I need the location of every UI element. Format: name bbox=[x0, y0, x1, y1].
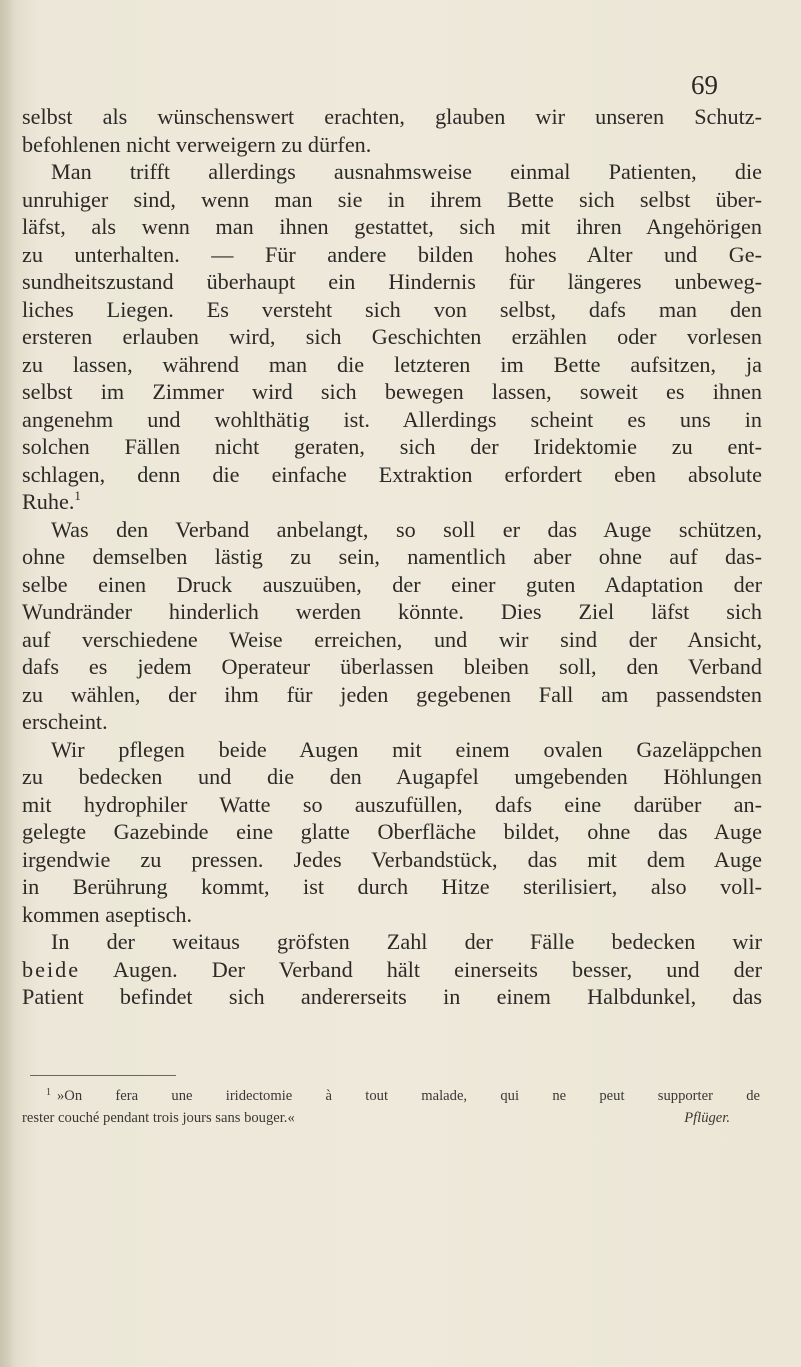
text-line: angenehm und wohlthätig ist. Allerdings scheint es uns in bbox=[22, 406, 762, 432]
text-line: läfst, als wenn man ihnen gestattet, sich mit ihren Angehörigen bbox=[22, 214, 762, 239]
page-number: 69 bbox=[691, 70, 718, 100]
paragraph-1 bbox=[22, 103, 762, 158]
text-line: unruhiger sind, wenn man sie in ihrem Bette sich selbst über- bbox=[22, 186, 762, 212]
text-line: Wundränder hinderlich werden könnte. Dies Ziel läfst sich bbox=[22, 599, 762, 624]
text-fragment: Augen. Der Verband hält einerseits besser, und der bbox=[112, 956, 762, 982]
body-text bbox=[22, 103, 762, 1011]
text-line: ohne demselben lästig zu sein, namentlich aber ohne auf das- bbox=[22, 544, 762, 569]
text-line: solchen Fällen nicht geraten, sich der Iridektomie zu ent- bbox=[22, 434, 762, 459]
text-line: liches Liegen. Es versteht sich von selbst, dafs man den bbox=[22, 296, 762, 322]
footnote-divider bbox=[30, 1075, 176, 1076]
text-line: In der weitaus gröfsten Zahl der Fälle bedecken wir bbox=[51, 929, 762, 954]
paragraph-2 bbox=[22, 158, 762, 516]
footnote-author: Pflüger. bbox=[684, 1110, 730, 1126]
text-line: zu lassen, während man die letzteren im Bette aufsitzen, ja bbox=[22, 351, 762, 377]
text-line: in Berührung kommt, ist durch Hitze sterilisiert, also voll- bbox=[22, 874, 762, 899]
footnote-mark: 1 bbox=[46, 1087, 51, 1098]
text-line: schlagen, denn die einfache Extraktion erfordert eben absolute bbox=[22, 461, 762, 487]
text-line: auf verschiedene Weise erreichen, und wir sind der Ansicht, bbox=[22, 626, 762, 652]
text-line: erscheint. bbox=[22, 709, 108, 734]
text-fragment: Ruhe. bbox=[22, 489, 75, 514]
text-line: selbst als wünschenswert erachten, glauben wir unseren Schutz- bbox=[22, 104, 762, 129]
emphasized-word: beide bbox=[22, 956, 81, 982]
text-line: sundheitszustand überhaupt ein Hindernis für längeres unbeweg- bbox=[22, 269, 762, 294]
paragraph-4 bbox=[22, 736, 762, 929]
text-line: Wir pflegen beide Augen mit einem ovalen Gazeläppchen bbox=[51, 736, 762, 762]
text-line bbox=[22, 956, 762, 984]
text-line: dafs es jedem Operateur überlassen bleiben soll, den Verband bbox=[22, 654, 762, 679]
text-line: Man trifft allerdings ausnahmsweise einmal Patienten, die bbox=[51, 159, 762, 184]
footnote-line bbox=[22, 1082, 760, 1107]
footnote-line bbox=[22, 1107, 760, 1129]
text-line: irgendwie zu pressen. Jedes Verbandstück, das mit dem Auge bbox=[22, 846, 762, 872]
paragraph-5 bbox=[22, 928, 762, 1011]
text-line: selbe einen Druck auszuüben, der einer guten Adaptation der bbox=[22, 571, 762, 597]
binding-shadow bbox=[0, 0, 14, 1367]
text-line bbox=[22, 488, 762, 516]
text-line: ersteren erlauben wird, sich Geschichten erzählen oder vorlesen bbox=[22, 324, 762, 349]
text-line: zu bedecken und die den Augapfel umgebenden Höhlungen bbox=[22, 764, 762, 789]
text-line: zu unterhalten. — Für andere bilden hohes Alter und Ge- bbox=[22, 241, 762, 267]
text-fragment: »On fera une iridectomie à tout malade, qui ne peut supporter de bbox=[57, 1088, 760, 1104]
text-line: befohlenen nicht verweigern zu dürfen. bbox=[22, 131, 372, 157]
text-line: mit hydrophiler Watte so auszufüllen, dafs eine darüber an- bbox=[22, 791, 762, 817]
footnote bbox=[22, 1082, 760, 1129]
footnote-reference[interactable]: 1 bbox=[74, 488, 81, 503]
text-line: selbst im Zimmer wird sich bewegen lassen, soweit es ihnen bbox=[22, 379, 762, 404]
text-line: gelegte Gazebinde eine glatte Oberfläche bildet, ohne das Auge bbox=[22, 819, 762, 844]
text-line: Was den Verband anbelangt, so soll er das Auge schützen, bbox=[51, 516, 762, 542]
text-line: zu wählen, der ihm für jeden gegebenen Fall am passendsten bbox=[22, 681, 762, 707]
text-line: kommen aseptisch. bbox=[22, 901, 193, 927]
paragraph-3 bbox=[22, 516, 762, 736]
text-line: Patient befindet sich andererseits in einem Halbdunkel, das bbox=[22, 984, 762, 1009]
text-fragment: rester couché pendant trois jours sans bouger.« bbox=[22, 1110, 295, 1126]
